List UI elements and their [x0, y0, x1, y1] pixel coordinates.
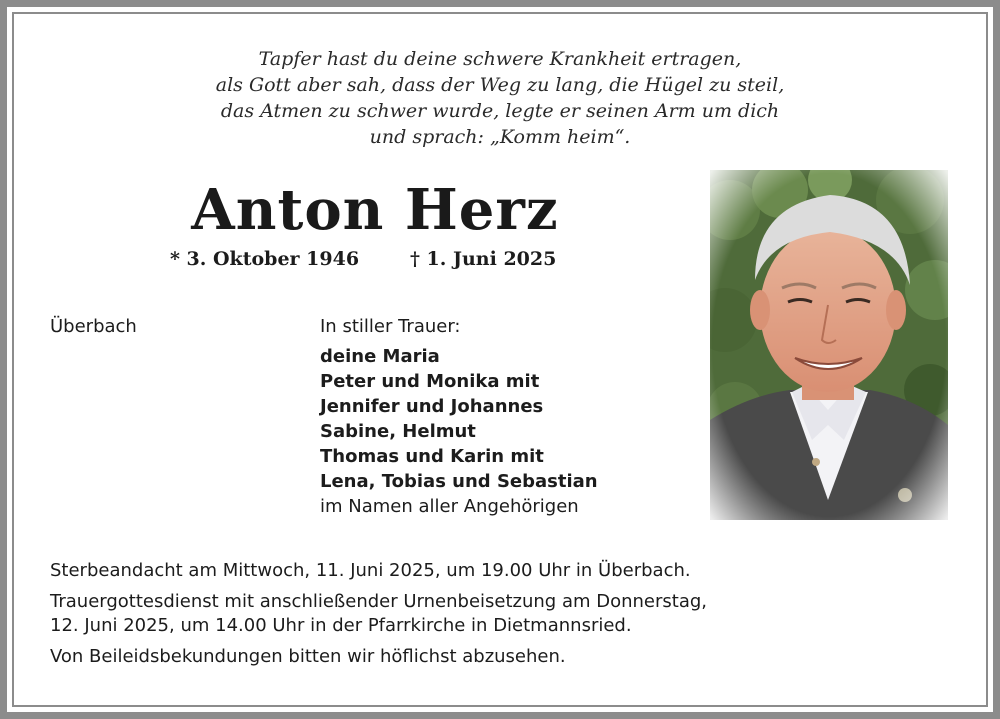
funeral-notices: [50, 559, 950, 676]
family-member: Thomas und Karin mit: [320, 446, 544, 467]
family-member: Sabine, Helmut: [320, 421, 476, 442]
death-date: † 1. Juni 2025: [410, 248, 557, 270]
portrait-photo: [710, 170, 948, 520]
family-member: Jennifer und Johannes: [320, 396, 544, 417]
deceased-name: Anton Herz: [191, 177, 559, 243]
condolence-notice: [50, 645, 950, 669]
mourners-block: [320, 314, 700, 519]
family-member: Lena, Tobias und Sebastian: [320, 471, 598, 492]
birth-date: * 3. Oktober 1946: [170, 248, 360, 270]
vigil-notice: [50, 559, 950, 583]
motto-line: das Atmen zu schwer wurde, legte er seinen Arm um dich: [220, 100, 780, 122]
photo-vignette: [710, 170, 948, 520]
hometown: Überbach: [50, 316, 137, 337]
service-text-line2: 12. Juni 2025, um 14.00 Uhr in der Pfarrkirche in Dietmannsried.: [50, 615, 632, 636]
service-text-line1: Trauergottesdienst mit anschließender Urnenbeisetzung am Donnerstag,: [50, 591, 708, 612]
condolence-text: Von Beileidsbekundungen bitten wir höflichst abzusehen.: [50, 646, 566, 667]
service-notice: [50, 590, 950, 638]
motto-line: und sprach: „Komm heim“.: [369, 126, 631, 148]
motto-poem: [100, 46, 900, 150]
mourners-intro: In stiller Trauer:: [320, 316, 461, 337]
family-member: Peter und Monika mit: [320, 371, 540, 392]
motto-line: als Gott aber sah, dass der Weg zu lang, die Hügel zu steil,: [215, 74, 785, 96]
mourners-outro: im Namen aller Angehörigen: [320, 496, 579, 517]
vigil-text: Sterbeandacht am Mittwoch, 11. Juni 2025, um 19.00 Uhr in Überbach.: [50, 560, 691, 581]
family-member: deine Maria: [320, 346, 440, 367]
motto-line: Tapfer hast du deine schwere Krankheit ertragen,: [258, 48, 742, 70]
